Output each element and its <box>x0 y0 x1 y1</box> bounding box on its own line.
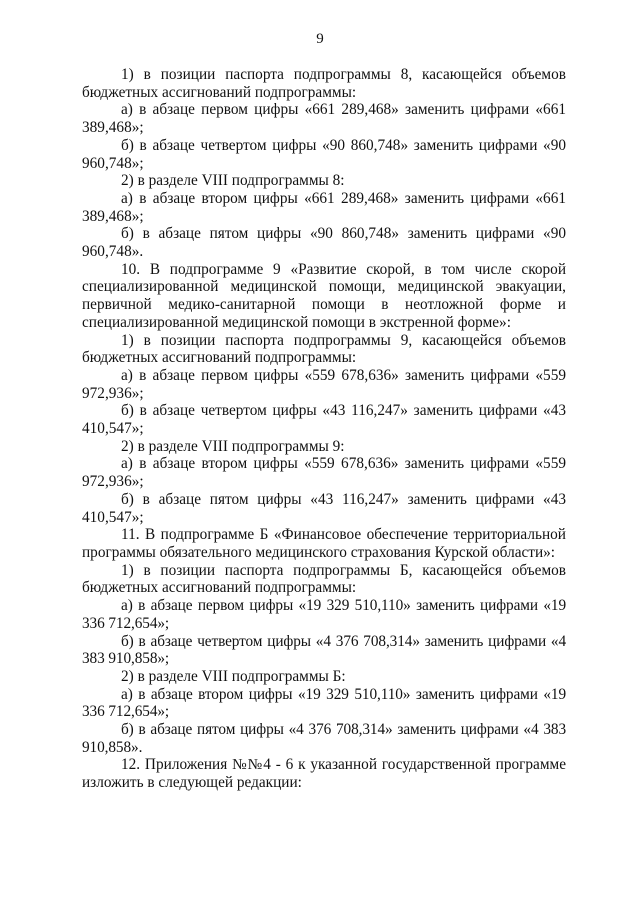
paragraph-subprogram9-section8: 2) в разделе VIII подпрограммы 9: <box>121 437 345 455</box>
document-body <box>82 66 566 792</box>
paragraph-subprogram9-passport-b: б) в абзаце четвертом цифры «43 116,247» заменить цифрами «43 410,547»; <box>82 402 566 438</box>
paragraph-subprogram8-passport-b: б) в абзаце четвертом цифры «90 860,748» заменить цифрами «90 960,748»; <box>82 136 566 172</box>
paragraph-subprogram8-section8: 2) в разделе VIII подпрограммы 8: <box>121 172 345 190</box>
paragraph-item-10: 10. В подпрограмме 9 «Развитие скорой, в том числе скорой специализированной медицинской помощи, медицинской эвакуации, первичной медико-санитарной помощи в неотложной форме и специализированной медицинской помощи в экстренной форме»: <box>82 260 566 331</box>
paragraph-subprogram8-section8-b: б) в абзаце пятом цифры «90 860,748» заменить цифрами «90 960,748». <box>82 225 566 261</box>
page-number: 9 <box>316 31 324 47</box>
paragraph-subprogram9-passport: 1) в позиции паспорта подпрограммы 9, касающейся объемов бюджетных ассигнований подпрограммы: <box>82 331 566 367</box>
paragraph-subprogramB-passport-a: а) в абзаце первом цифры «19 329 510,110» заменить цифрами «19 336 712,654»; <box>82 597 566 632</box>
paragraph-subprogramB-section8-b: б) в абзаце пятом цифры «4 376 708,314» заменить цифрами «4 383 910,858». <box>82 721 566 756</box>
paragraph-subprogram9-passport-a: а) в абзаце первом цифры «559 678,636» заменить цифрами «559 972,936»; <box>82 366 566 402</box>
paragraph-subprogramB-section8-a: а) в абзаце втором цифры «19 329 510,110» заменить цифрами «19 336 712,654»; <box>82 685 566 721</box>
paragraph-subprogram8-section8-a: а) в абзаце втором цифры «661 289,468» заменить цифрами «661 389,468»; <box>82 189 566 225</box>
paragraph-subprogramB-passport: 1) в позиции паспорта подпрограммы Б, касающейся объемов бюджетных ассигнований подпрограммы: <box>82 561 566 597</box>
paragraph-subprogram8-passport: 1) в позиции паспорта подпрограммы 8, касающейся объемов бюджетных ассигнований подпрограммы: <box>82 66 566 101</box>
paragraph-item-11: 11. В подпрограмме Б «Финансовое обеспечение территориальной программы обязательного медицинского страхования Курской области»: <box>82 526 566 561</box>
paragraph-subprogram9-section8-b: б) в абзаце пятом цифры «43 116,247» заменить цифрами «43 410,547»; <box>82 490 566 526</box>
paragraph-item-12: 12. Приложения №№4 - 6 к указанной государственной программе изложить в следующей редакции: <box>82 756 566 792</box>
paragraph-subprogram9-section8-a: а) в абзаце втором цифры «559 678,636» заменить цифрами «559 972,936»; <box>82 455 566 491</box>
paragraph-subprogramB-passport-b: б) в абзаце четвертом цифры «4 376 708,314» заменить цифрами «4 383 910,858»; <box>82 632 566 668</box>
paragraph-subprogram8-passport-a: а) в абзаце первом цифры «661 289,468» заменить цифрами «661 389,468»; <box>82 101 566 137</box>
paragraph-subprogramB-section8: 2) в разделе VIII подпрограммы Б: <box>121 667 346 685</box>
